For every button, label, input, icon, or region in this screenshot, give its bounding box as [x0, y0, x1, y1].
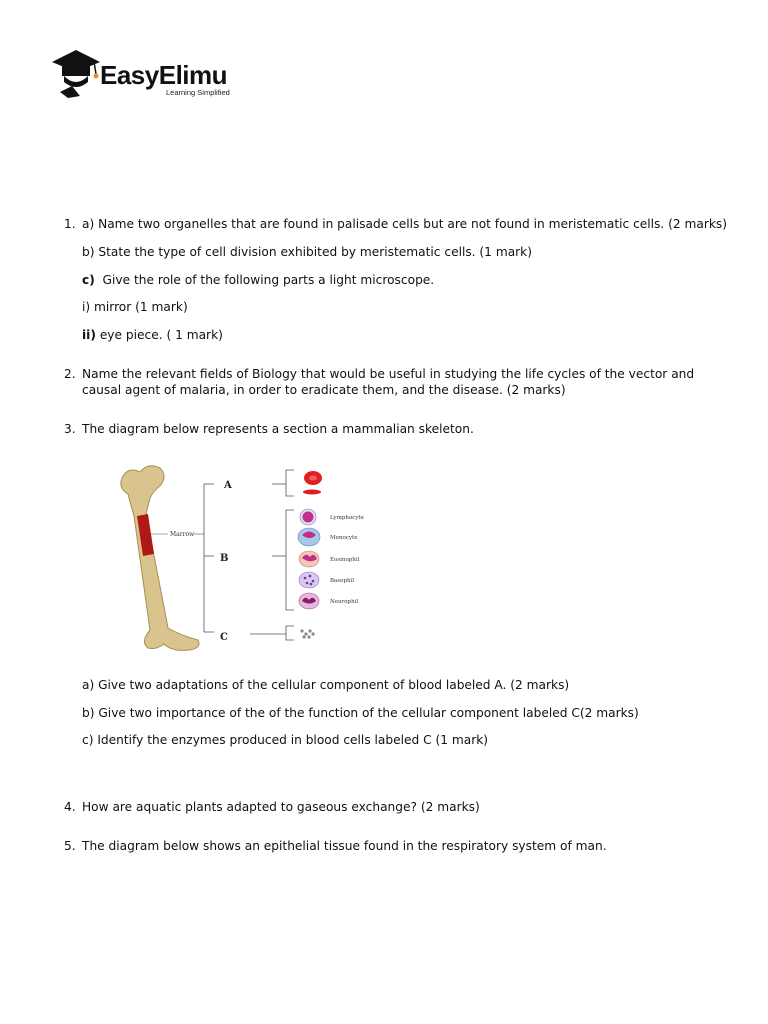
q5-number: 5. [64, 839, 76, 853]
femur-bone [121, 466, 199, 651]
q3-number: 3. [64, 422, 76, 436]
q2-text: Name the relevant fields of Biology that would be useful in studying the life cycles of the vector and causal agent of malaria, in order to eradicate them, and the disease. (2 marks) [82, 367, 695, 397]
label-a: A [224, 480, 232, 491]
easyelimu-logo [50, 44, 250, 100]
label-bracket [204, 470, 294, 640]
cell-label-basophil: Basophil [330, 578, 355, 584]
q2-number: 2. [64, 367, 76, 381]
q1-ii-text: eye piece. ( 1 mark) [99, 328, 223, 342]
q1-part-i: i) mirror (1 mark) [82, 300, 188, 314]
q1-ii-label: ii) [82, 328, 96, 342]
wbc-monocyte [298, 528, 320, 546]
q1-part-c [82, 272, 434, 288]
wbc-neutrophil [299, 593, 319, 609]
q4-text: How are aquatic plants adapted to gaseous exchange? (2 marks) [82, 800, 480, 814]
wbc-basophil [299, 572, 319, 588]
marrow-label: Marrow [170, 531, 195, 538]
q3-part-a: a) Give two adaptations of the cellular component of blood labeled A. (2 marks) [82, 678, 570, 692]
wbc-eosinophil [299, 551, 319, 567]
logo-name: EasyElimu [100, 60, 228, 90]
label-b: B [220, 553, 229, 564]
graduation-cap-icon [50, 44, 106, 100]
q3-part-b: b) Give two importance of the of the function of the cellular component labeled C(2 marks) [82, 706, 639, 720]
q1-c-text: Give the role of the following parts a light microscope. [102, 273, 435, 287]
q3-text: The diagram below represents a section a mammalian skeleton. [82, 422, 474, 436]
cell-label-eosinophil: Eosinophil [330, 557, 360, 563]
bone-blood-cells-diagram [110, 458, 380, 658]
q1-part-a: a) Name two organelles that are found in palisade cells but are not found in meristematic cells. (2 marks) [82, 217, 728, 231]
q5-text: The diagram below shows an epithelial tissue found in the respiratory system of man. [82, 839, 607, 853]
platelets [300, 629, 314, 638]
q1-part-b: b) State the type of cell division exhibited by meristematic cells. (1 mark) [82, 245, 532, 259]
cell-label-lymphocyte: Lymphocyte [330, 515, 364, 521]
q4-number: 4. [64, 800, 76, 814]
red-blood-cell-side [303, 490, 321, 495]
label-c: C [220, 632, 228, 643]
cell-label-neurophil: Neurophil [330, 599, 359, 605]
q1-part-ii [82, 327, 223, 343]
q1-c-label: c) [82, 273, 95, 287]
q1-number: 1. [64, 217, 76, 231]
q3-part-c: c) Identify the enzymes produced in blood cells labeled C (1 mark) [82, 733, 489, 747]
cell-label-monocyte: Monocyte [330, 535, 358, 541]
wbc-lymphocyte [300, 509, 316, 525]
logo-tagline: Learning Simplified [166, 88, 230, 97]
